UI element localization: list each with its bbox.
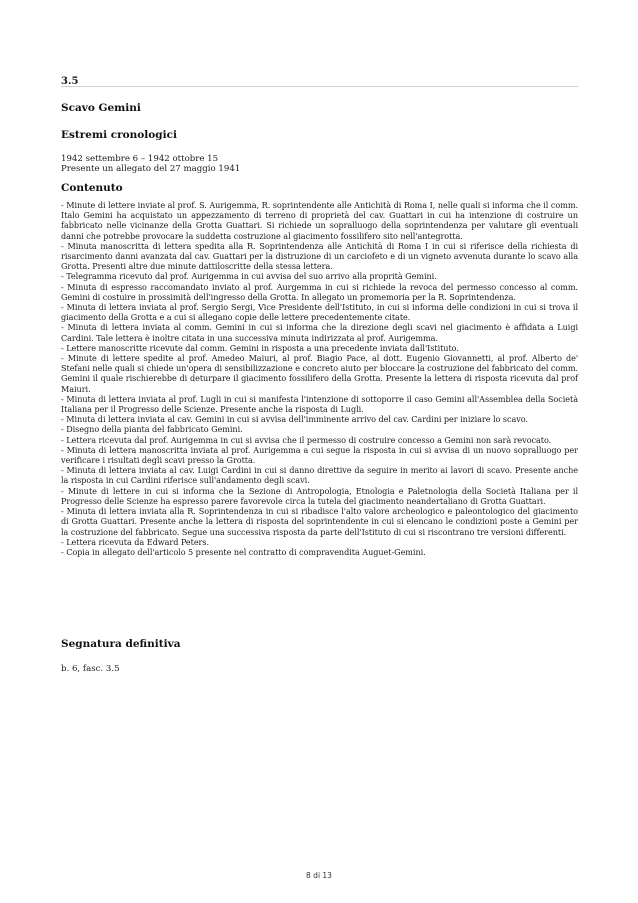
estremi-attachment-note: Presente un allegato del 27 maggio 1941 — [61, 164, 241, 174]
contenuto-list — [61, 200, 578, 557]
contenuto-item: - Minuta di lettera inviata al cav. Luigi Cardini in cui si danno direttive da seguire in merito ai lavori di scavo. Presente anche la risposta in cui Cardini riferisce sull'andamento degli scavi. — [61, 465, 578, 486]
contenuto-item: - Minuta manoscritta di lettera spedita alla R. Soprintendenza alle Antichità di Roma I in cui si riferisce della richiesta di risarcimento danni avanzata dal cav. Guattari per la distruzione di un carciofeto e di un vigneto avvenuta durante lo scavo alla Grotta. Presenti altre due minute dattiloscritte della stessa lettera. — [61, 240, 578, 272]
contenuto-item: - Minuta di lettera inviata al cav. Gemini in cui si avvisa dell'imminente arrivo del cav. Cardini per iniziare lo scavo. — [61, 414, 528, 425]
contenuto-item: - Minute di lettere inviate al prof. S. Aurigemma, R. soprintendente alle Antichità di Roma I, nelle quali si informa che il comm. Italo Gemini ha acquistato un appezzamento di terreno di proprietà del cav. Guattari in cui ha intenzione di costruire un fabbricato nelle vicinanze della Grotta Guattari. Si richiede un sopralluogo della soprintendenza per valutare gli eventuali danni che potrebbe provocare la suddetta costruzione al giacimento fossilifero sito nell'antegrotta. — [61, 200, 578, 241]
contenuto-item: - Minuta di espresso raccomandato inviato al prof. Aurgemma in cui si richiede la revoca del permesso concesso al comm. Gemini di costuire in prossimità dell'ingresso della Grotta. In allegato un promemoria per la R. Soprintendenza. — [61, 281, 578, 302]
section-divider — [61, 86, 578, 87]
section-header — [61, 75, 578, 89]
section-number: 3.5 — [61, 76, 79, 87]
page-number: 8 di 13 — [306, 871, 332, 880]
contenuto-item: - Minuta di lettera inviata al comm. Gemini in cui si informa che la direzione degli scavi nel giacimento è affidata a Luigi Cardini. Tale lettera è inoltre citata in una successiva minuta indirizzata al prof. Aurigemma. — [61, 322, 578, 343]
contenuto-item: - Minute di lettere spedite al prof. Amedeo Maiuri, al prof. Biagio Pace, al dott. Eugenio Giovannetti, al prof. Alberto de' Stefani nelle quali si chiede un'opera di sensibilizzazione e concreto aiuto per bloccare la costruzione del fabbricato del comm. Gemini il quale rischierebbe di deturpare il giacimento fossilifero della Grotta. Presente la lettera di risposta ricevuta dal prof Maiuri. — [61, 353, 578, 394]
estremi-heading: Estremi cronologici — [61, 129, 178, 141]
segnatura-heading: Segnatura definitiva — [61, 638, 181, 650]
contenuto-item: - Lettera ricevuta da Edward Peters. — [61, 536, 210, 547]
contenuto-item: - Minuta di lettera manoscritta inviata al prof. Aurigemma a cui segue la risposta in cui si avvisa di un nuovo sopralluogo per verificare i risultati degli scavi presso la Grotta. — [61, 444, 578, 466]
contenuto-item: - Minuta di lettera inviata al prof. Lugli in cui si manifesta l'intenzione di sottoporre il caso Gemini all'Assemblea della Società Italiana per il Progresso delle Scienze. Presente anche la risposta di Lugli. — [61, 393, 578, 415]
contenuto-item: - Minuta di lettera inviata alla R. Soprintendenza in cui si ribadisce l'alto valore archeologico e paleontologico del giacimento di Grotta Guattari. Presente anche la lettera di risposta del soprintendente in cui si elencano le condizioni poste a Gemini per la costruzione del fabbricato. Segue una successiva risposta da parte dell'Istituto di cui si riscontrano tre versioni differenti. — [61, 506, 578, 537]
segnatura-value: b. 6, fasc. 3.5 — [61, 664, 120, 674]
contenuto-item: - Copia in allegato dell'articolo 5 presente nel contratto di compravendita Auguet-Gemini. — [61, 546, 426, 557]
contenuto-item: - Disegno della pianta del fabbricato Gemini. — [61, 424, 243, 435]
contenuto-item: - Minute di lettere in cui si informa che la Sezione di Antropologia, Etnologia e Paletnologia della Società Italiana per il Progresso delle Scienze ha espresso parere favorevole circa la tutela del giacimento neandertaliano di Grotta Guattari. — [61, 485, 578, 506]
contenuto-item: - Telegramma ricevuto dal prof. Aurigemma in cui avvisa del suo arrivo alla proprità Gemini. — [61, 271, 437, 282]
contenuto-heading: Contenuto — [61, 182, 123, 194]
section-title: Scavo Gemini — [61, 102, 141, 114]
contenuto-item: - Lettera ricevuta dal prof. Aurigemma in cui si avvisa che il permesso di costruire concesso a Gemini non sarà revocato. — [61, 434, 552, 445]
estremi-dates: 1942 settembre 6 – 1942 ottobre 15 — [61, 154, 219, 164]
contenuto-item: - Minuta di lettera inviata al prof. Sergio Sergi, Vice Presidente dell'Istituto, in cui si informa delle condizioni in cui si trova il giacimento della Grotta e a cui si allegano copie delle lettere precedentemente citate. — [61, 302, 578, 323]
contenuto-item: - Lettere manoscritte ricevute dal comm. Gemini in risposta a una precedente inviata dall'Istituto. — [61, 342, 459, 353]
